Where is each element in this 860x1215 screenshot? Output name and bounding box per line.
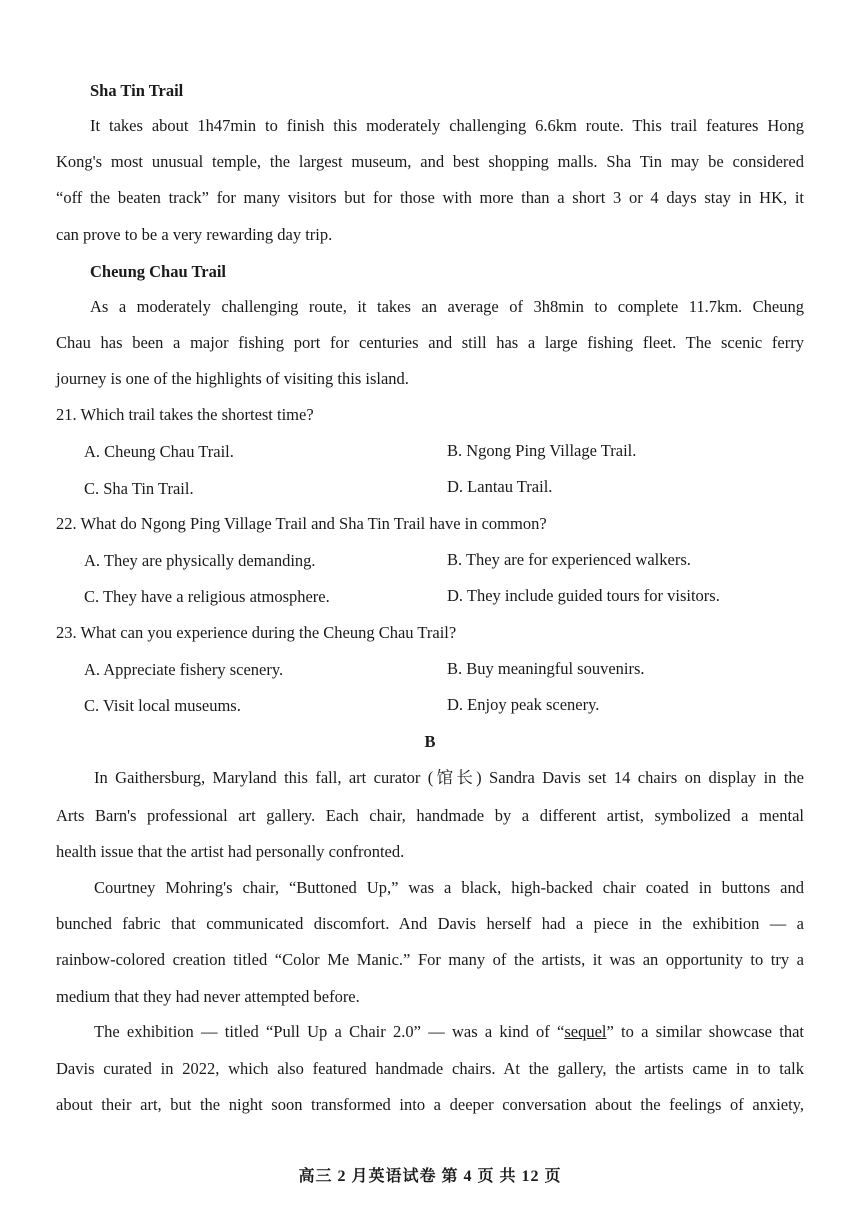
- underlined-word-sequel: sequel: [564, 1022, 607, 1041]
- passage-b-p1-line-2: Arts Barn's professional art gallery. Each chair, handmade by a different artist, symbolized a mental: [56, 806, 804, 825]
- sha-tin-heading: Sha Tin Trail: [90, 81, 184, 100]
- passage-b-p3-line-3: about their art, but the night soon transformed into a deeper conversation about the feelings of anxiety,: [56, 1095, 804, 1114]
- cheung-chau-line-3: journey is one of the highlights of visiting this island.: [56, 369, 409, 388]
- question-23-option-b: B. Buy meaningful souvenirs.: [447, 659, 645, 678]
- question-22-option-d: D. They include guided tours for visitors.: [447, 586, 720, 605]
- question-21-option-c: C. Sha Tin Trail.: [84, 479, 194, 498]
- question-21-stem: 21. Which trail takes the shortest time?: [56, 405, 314, 424]
- passage-b-p1-line-1: In Gaithersburg, Maryland this fall, art curator (馆长) Sandra Davis set 14 chairs on display in the: [94, 768, 804, 787]
- cheung-chau-heading: Cheung Chau Trail: [90, 262, 227, 281]
- question-22-stem: 22. What do Ngong Ping Village Trail and Sha Tin Trail have in common?: [56, 514, 547, 533]
- question-22-option-a: A. They are physically demanding.: [84, 551, 316, 570]
- cheung-chau-line-1: As a moderately challenging route, it takes an average of 3h8min to complete 11.7km. Cheung: [90, 297, 804, 316]
- passage-b-p1-line-3: health issue that the artist had personally confronted.: [56, 842, 405, 861]
- question-23-option-d: D. Enjoy peak scenery.: [447, 695, 600, 714]
- passage-b-p2-line-1: Courtney Mohring's chair, “Buttoned Up,” was a black, high-backed chair coated in buttons and: [94, 878, 804, 897]
- passage-b-p2-line-2: bunched fabric that communicated discomfort. And Davis herself had a piece in the exhibition — a: [56, 914, 804, 933]
- question-22-option-c: C. They have a religious atmosphere.: [84, 587, 330, 606]
- sha-tin-line-3: “off the beaten track” for many visitors but for those with more than a short 3 or 4 days stay in HK, it: [56, 188, 804, 207]
- question-22-option-b: B. They are for experienced walkers.: [447, 550, 691, 569]
- passage-b-p3-line-1-before: The exhibition — titled “Pull Up a Chair 2.0” — was a kind of “: [94, 1022, 565, 1041]
- question-21-option-a: A. Cheung Chau Trail.: [84, 442, 234, 461]
- section-b-label: B: [424, 732, 436, 751]
- page-footer: 高三 2 月英语试卷 第 4 页 共 12 页: [298, 1168, 562, 1185]
- passage-b-p3-line-2: Davis curated in 2022, which also featured handmade chairs. At the gallery, the artists came in to talk: [56, 1059, 804, 1078]
- question-21-option-b: B. Ngong Ping Village Trail.: [447, 441, 637, 460]
- sha-tin-line-4: can prove to be a very rewarding day trip.: [56, 225, 333, 244]
- question-21-option-d: D. Lantau Trail.: [447, 477, 553, 496]
- question-23-option-c: C. Visit local museums.: [84, 696, 241, 715]
- passage-b-p3-line-1: [94, 1022, 804, 1044]
- sha-tin-line-2: Kong's most unusual temple, the largest museum, and best shopping malls. Sha Tin may be considered: [56, 152, 804, 171]
- question-23-stem: 23. What can you experience during the Cheung Chau Trail?: [56, 623, 457, 642]
- sha-tin-line-1: It takes about 1h47min to finish this moderately challenging 6.6km route. This trail features Hong: [90, 116, 804, 135]
- question-23-option-a: A. Appreciate fishery scenery.: [84, 660, 284, 679]
- passage-b-p2-line-3: rainbow-colored creation titled “Color Me Manic.” For many of the artists, it was an opportunity to try a: [56, 950, 804, 969]
- passage-b-p2-line-4: medium that they had never attempted before.: [56, 987, 360, 1006]
- passage-b-p3-line-1-after: ” to a similar showcase that: [606, 1022, 804, 1041]
- cheung-chau-line-2: Chau has been a major fishing port for centuries and still has a large fishing fleet. The scenic ferry: [56, 333, 804, 352]
